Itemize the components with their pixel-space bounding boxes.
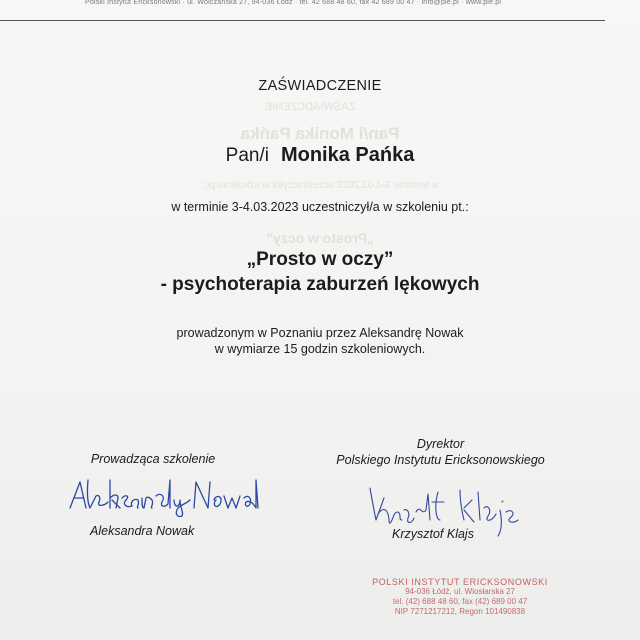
right-signer-institution: Polskiego Instytutu Ericksonowskiego	[336, 453, 545, 467]
left-signer-name: Aleksandra Nowak	[90, 524, 195, 538]
recipient-prefix: Pan/i	[225, 145, 269, 166]
stamp-ids: NIP 7271217212, Regon 101490838	[394, 607, 526, 616]
description-line-2: w wymiarze 15 godzin szkoleniowych.	[214, 342, 426, 356]
left-signer-role: Prowadząca szkolenie	[90, 452, 216, 466]
course-description	[0, 325, 640, 357]
institute-stamp	[370, 577, 550, 617]
right-signer-role	[318, 436, 563, 468]
letterhead-strip: Polski Instytut Ericksonowski · ul. Wólczańska 27, 94-036 Łódź · tel. 42 688 48 60, fax 42 689 00 47 · info@pie.pl · www.pie.pl	[85, 0, 502, 6]
left-handwritten-signature	[66, 474, 266, 518]
ghost-text-3: w terminie 3-4.03.2023 uczestniczył/a w szkoleniu pt.:	[201, 180, 439, 191]
stamp-title: POLSKI INSTYTUT ERICKSONOWSKI	[372, 577, 548, 587]
term-line: w terminie 3-4.03.2023 uczestniczył/a w szkoleniu pt.:	[171, 200, 469, 214]
right-signer-title: Dyrektor	[416, 437, 465, 451]
ghost-text-1: ZAŚWIADCZENIE	[264, 101, 356, 113]
recipient-name: Monika Pańka	[280, 144, 415, 166]
right-signer-name: Krzysztof Klajs	[392, 527, 474, 541]
description-line-1: prowadzonym w Poznaniu przez Aleksandrę Nowak	[176, 326, 464, 340]
ghost-text-2: Pan/i Monika Pańka	[240, 124, 400, 143]
course-subtitle: - psychoterapia zaburzeń lękowych	[160, 274, 480, 295]
letterhead-rule	[0, 20, 605, 21]
course-title: „Prosto w oczy”	[246, 249, 394, 270]
stamp-phone: tel. (42) 688 48 60, fax (42) 689 00 47	[392, 597, 528, 606]
ghost-text-4: „Prosto w oczy”	[265, 230, 375, 246]
recipient-line	[0, 144, 640, 167]
stamp-address: 94-036 Łódź, ul. Wiosłarska 27	[405, 587, 515, 596]
certificate-title: ZAŚWIADCZENIE	[258, 78, 382, 94]
